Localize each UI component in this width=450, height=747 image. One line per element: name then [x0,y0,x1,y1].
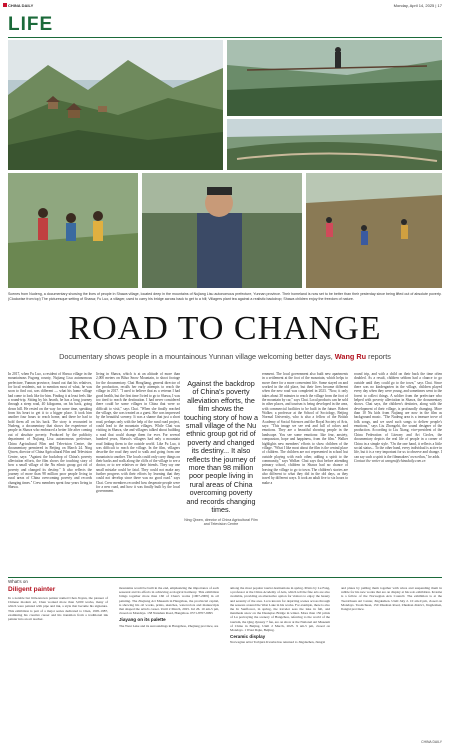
photo-children-nature [8,173,138,288]
photo-mountain-road [227,119,442,170]
masthead-logo: CHINA DAILY [8,3,34,8]
photo-villager-portrait [142,173,302,288]
section-title: LIFE [8,14,54,35]
pull-quote-text: Against the backdrop of China's poverty alleviation efforts, the film shows the touching story of how a small village of the Nu ethnic group got rid of poverty and changed its destiny... It also reflects the journey of more than 98 million poor people living in rural areas of China overcoming poverty and records changing times. [184,379,258,515]
masthead-bar [0,0,450,12]
article-column-3: ernment. The local government also built new apartments in a settlement at the foot of the mountain, which helps to move there for a more convenient life. Some stayed on and worked in the old place, but their lives became different when the new road was completed in 2023. "Now, it only takes about 30 minutes to reach the village from the foot of the mountain by car," says Chai. Local products can be sold in other places, and tourism is being developed in the area, with commercial facilities to be built in the future. Robert Walker, a professor at the School of Sociology, Beijing Normal University, who is also a fellow of the British Academy of Social Sciences and the Royal Society of Arts, says: "This image we see real and full of colors and emotions. They are a beautiful showing people in the landscape. You see some emotions: like fear, anxiety, compassion, hope and happiness, from the film." Walker highlights new members' efforts to show children of the village. "What I like most about the film is the central place of children. The children are not represented in school but outside playing with each other, adding a spirit to the community," says Walker. Chai says that before attending primary school, children in Shawa had no chance of leaving the village to go to town. The children's stories are also different to what they did in the old days, as they travel by different ways. It took an adult five to six hours to make a [262,372,348,485]
pull-quote [184,380,258,526]
whats-on-section [8,586,442,744]
footer-credit: CHINA DAILY [421,740,442,744]
subhead-text: Documentary shows people in a mountainous Yunnan village welcoming better days, [59,352,333,361]
article-column-4-text: round trip, and with a child on their back the time often doubled. As a result, children seldom had a chance to go outside until they could go to the town," says Chai. Since there was no kindergarten in the village, children played every day when they were young, and sometimes went to the forest to collect things. A soldier from the prefecture who helped with poverty alleviation in Shawa, the documentary shows. Chai says, the children's destinies, along with the development of their village, is profoundly changing. More than 10 Nu kids from Nujiang are now in the film as background music. "The Nudeng area is a treasure trove of folk songs, and we used such songs to deliver people's emotions," says Liu Zhongzhi, the sound designer of the production. According to Liu Xiang, vice-president of the China Federation of Literary and Art Circles, the documentary depicts the real life of people in a corner of China in a simple style. "On the one hand, it reflects a little social status... To the other hand, every individual is active in life, but it is a very important for us to observe and change. I can say such a spirit is the filmmakers' own ethos," he adds. [354,372,442,459]
article-body [8,372,442,575]
headline: ROAD TO CHANGE [68,310,382,347]
whats-on-column-4 [341,586,442,611]
photo-bridge-crossing [227,40,442,116]
item-text-2: mountains would be built in the end, emphasizing the importance of each seasonal and its effects in achieving ecological harmony. This exhibition brings together more than 160 of Chen's works (1907-2009) in oil painting. The Zhejiang Art Museum in Hangzhou, the provincial capital, is showing his oil works, prints, sketches, watercolors and manuscripts that shaped the artist's career. Until 2 March, 2025. Jul 26. 10 am-5 pm, closed on Mondays. 138 Nanshan Road, Hangzhou. 0571-8707-9095 [119,586,219,616]
bottom-rule [8,577,442,578]
whats-on-column-3 [230,586,330,645]
article-column-2: living in Shawa, which is at an altitude of more than 2,000 meters on Biluo Snow Mountain, to shoot footage for the documentary. Chai Hongliang, general director of the production, recalls her early attempts to reach the village in 2017. "I used to believe that as a veteran I had good health, but the first time I tried to go to Shawa, I was too tired to reach the destination. I had never considered there could be some villages in China that were so difficult to visit," says Chai. "When she finally reached the village, she was treated as a guest. She was impressed by the beautiful scenery. It was a shame that just a short road, perhaps only with the help of the rural road project, could lead to the mountain villages. While Chai was visiting in Shawa, she and villagers talked about building a road that could change them for ever. For several hundred years, Shawa's villagers had only a mountain road linking them to the outside world. Like Fu Luo, it was difficult to reach the village. In the film, villagers describe the road they used to walk and going from one mountain to another. The locals could only carry things on their backs and walk along the cliffs of the village to see a doctor, or to see relatives or their friends. They say one small mistake could be fatal. They could not make any further progress with their efforts by learning that they could not develop since there was no good road." says Chai. Crew members recorded how desperate people were for a new road, and how it was finally built by the local government. [96,372,180,494]
item-text-3b: Norwegian artist Torbjørn Kvasbø has returned to Jingdezhen, Jiangxi [230,640,326,645]
subhead [30,352,420,361]
item-heading-jiayang: Jiayang on its palette [119,617,166,623]
subhead-suffix: reports [366,352,391,361]
article-column-4 [354,372,442,463]
section-rule [8,37,442,38]
contact-line: Contact the writer at wangru@chinadaily.com.cn [354,458,426,463]
whats-on-column-2 [119,586,219,628]
article-column-1: In 2017, when Fu Luo, a resident of Shawa village in the mountainous Fugong county, Nujiang Lisu autonomous prefecture, Yunnan province, found out that his relatives, for local residents, not to mention most of what, he was soon to find out, was different — what his home village had come to look like for him. Finding it at least feels like a round-trip. Sitting by his hearth, he has a long journey through a steep road, 40 kilograms, on his back, going down hill. He rested on the way for some time, speaking from his heart to get it to a bigger place. It took him another four hours to reach home, and there he had to hold them all on his back. The story is recounted in Nudeng, a documentary that shows the experience of people in Shawa who embraced a better life after coming out of absolute poverty. Produced by the publicity department of Nujiang Lisu autonomous prefecture, China Agricultural Film and Television Centre, the documentary premiered in Beijing on March 24. Ning Qiwen, director of China Agricultural Film and Television Centre, says: "Against the backdrop of China's poverty alleviation efforts, the film shows the touching story of how a small village of the Nu ethnic group got rid of poverty and changed its destiny." It also reflects the journey of more than 98 million poor people living in rural areas of China overcoming poverty and records changing times." Crew members spent four years living in Shawa. [8,372,92,489]
item-text-3: among the most popular tourist destinations in spring. Prints by Lu Fang, a professor at the China Academy of Arts, which tell the fine arts are also available, providing an alternative option for visitors to enjoy the beauty and serenity of the area. Lu is known for depicting scenes across through the seasons around the West Lake in his works. For example, there is also the In Sunflower, in spring, the traveler sees the lake in fall, and manmade snow on the Duanqiao Bridge in winter. More than 150 prints of Lu portraying the scenery of Hangzhou, referring to the world of the tourism, the Qing dynasty 7 fan, are on show at the National Art Museum of China in Beijing. Until 2 March, 2025. 9 am-5 pm, closed on Mondays. 1 Wusi Dajie, Beijing. [230,586,330,633]
pull-quote-attribution: Ning Qiwen, director of China Agricultural Film and Television Centre [184,517,258,526]
photo-caption: Scenes from Nudeng, a documentary showing the lives of people in Shawa village, located deep in the mountains of Nujiang Lisu autonomous prefecture, Yunnan province. Their homeland is now set to be better than their yesterday since being lifted out of absolute poverty. (Clockwise from top) The picturesque setting of Shawa; Fu Luo, a villager, used to carry his bridge across back to get to a hill; Villagers plant tea against a realistic backdrop; Shawa children enjoy the freedom of nature. [8,292,442,301]
photo-village-landscape [8,40,223,170]
photo-tea-planting [306,173,442,288]
dateline: Monday, April 14, 2025 | 17 [393,3,442,8]
whats-on-label: What's on [8,579,28,584]
item-heading-ceramic: Ceramic display [230,634,266,640]
byline: Wang Ru [334,352,367,361]
item-text-4: and plates by pulling them together with wires and suspending them in rubble for his new works that are on display at his solo exhibition. Kvasbø is a fellow of the Norwegian Arts Council. The exhibition is at the Taoxichuan Art Center, Jingdezhen. Until July 2. 10 am-9 pm, closed on Mondays. Taoxichuan, 150 Zhushan Road, Zhushan district, Jingdezhen, Jiangxi province. [341,586,442,612]
whats-on-column-1 [8,586,108,621]
item-heading-diligent-painter: Diligent painter [8,586,56,593]
logo-icon [3,3,7,7]
item-text-1: In a notable but little-known painter named Chen Jiayun, the pioneer of Chinese modern art, Chen worked more than 3,000 works, many of which were painted with pipe and ink, a style that became his signature. This exhibition is part of a major series dedicated to Chen, 1905-1987, examining his creative career and his transition from a traditional ink painter into an art teacher. [8,596,108,622]
item-text-2b: The West Lake and its surroundings in Hangzhou, Zhejiang province, are [119,623,219,628]
